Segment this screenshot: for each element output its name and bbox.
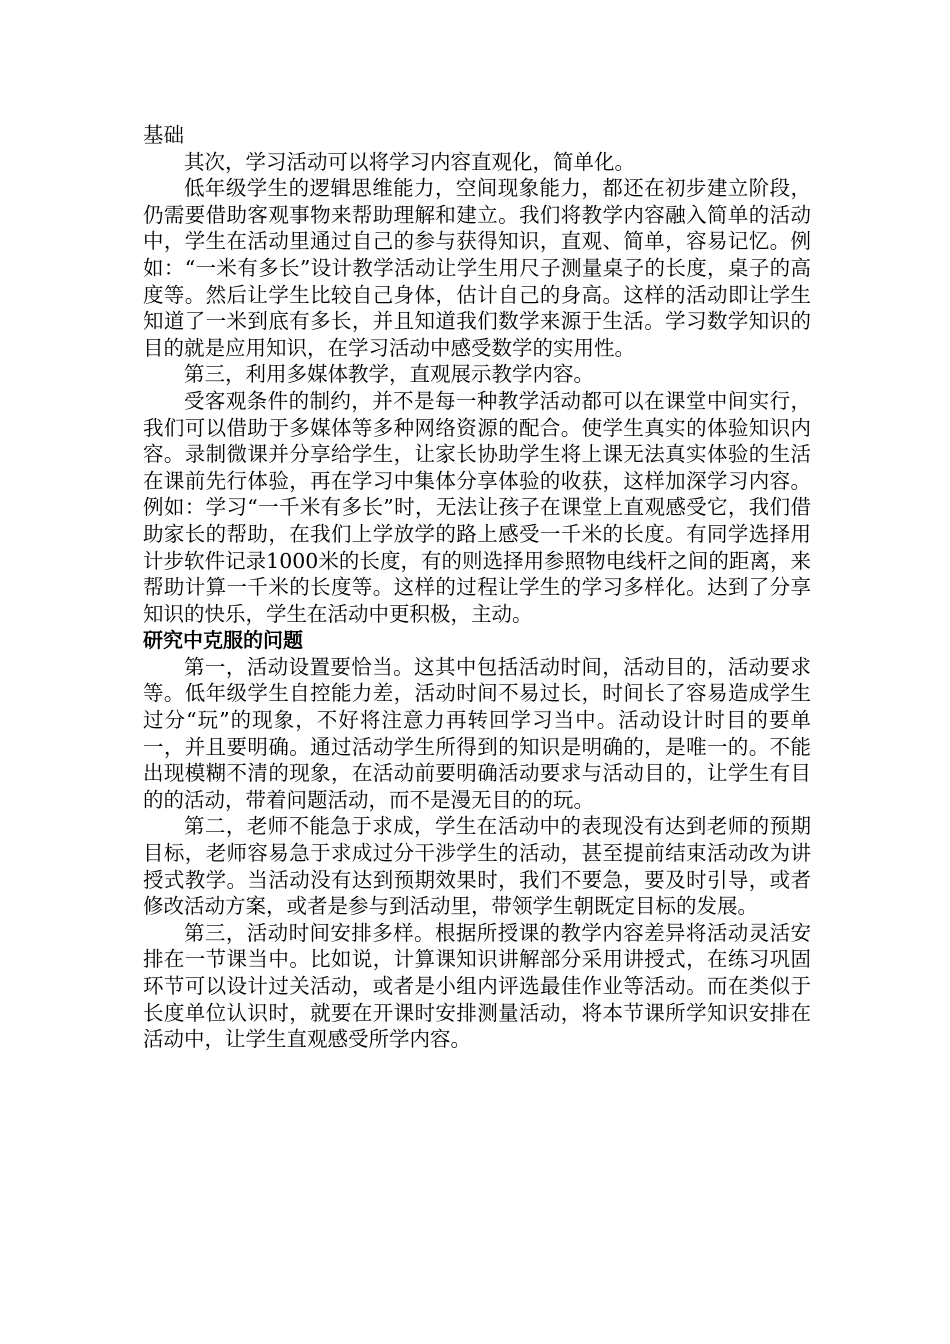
paragraph-second-point: 其次，学习活动可以将学习内容直观化，简单化。 [184,149,635,174]
paragraph-third-point-detail: 受客观条件的制约，并不是每一种教学活动都可以在课堂中间实行，我们可以借助于多媒体等多种网络资源的配合。使学生真实的体验知识内容。录制微课并分享给学生，让家长协助学生将上课无法真实体验的生活在课前先行体验，再在学习中集体分享体验的收获，这样加深学习内容。例如：学习“一千米有多长”时，无法让孩子在课堂上直观感受它，我们借助家长的帮助，在我们上学放学的路上感受一千米的长度。有同学选择用计步软件记录1000米的长度，有的则选择用参照物电线杆之间的距离，来帮助计算一千米的长度等。这样的过程让学生的学习多样化。达到了分享知识的快乐，学生在活动中更积极，主动。 [143,388,811,626]
paragraph-third-point: 第三，利用多媒体教学，直观展示教学内容。 [184,362,594,387]
section-heading: 研究中克服的问题 [143,628,303,653]
paragraph-problem-one: 第一，活动设置要恰当。这其中包括活动时间，活动目的，活动要求等。低年级学生自控能力差，活动时间不易过长，时间长了容易造成学生过分“玩”的现象，不好将注意力再转回学习当中。活动设计时目的要单一，并且要明确。通过活动学生所得到的知识是明确的，是唯一的。不能出现模糊不清的现象，在活动前要明确活动要求与活动目的，让学生有目的的活动，带着问题活动，而不是漫无目的的玩。 [143,654,811,812]
paragraph-second-point-detail: 低年级学生的逻辑思维能力，空间现象能力，都还在初步建立阶段，仍需要借助客观事物来帮助理解和建立。我们将教学内容融入简单的活动中，学生在活动里通过自己的参与获得知识，直观、简单，容易记忆。例如：“一米有多长”设计教学活动让学生用尺子测量桌子的长度，桌子的高度等。然后让学生比较自己身体，估计自己的身高。这样的活动即让学生知道了一米到底有多长，并且知道我们数学来源于生活。学习数学知识的目的就是应用知识，在学习活动中感受数学的实用性。 [143,176,811,360]
paragraph-continuation: 基础 [143,123,184,147]
paragraph-problem-three: 第三，活动时间安排多样。根据所授课的教学内容差异将活动灵活安排在一节课当中。比如说，计算课知识讲解部分采用讲授式，在练习巩固环节可以设计过关活动，或者是小组内评选最佳作业等活动。而在类似于长度单位认识时，就要在开课时安排测量活动，将本节课所学知识安排在活动中，让学生直观感受所学内容。 [143,920,811,1052]
paragraph-problem-two: 第二，老师不能急于求成，学生在活动中的表现没有达到老师的预期目标，老师容易急于求成过分干涉学生的活动，甚至提前结束活动改为讲授式教学。当活动没有达到预期效果时，我们不要急，要及时引导，或者修改活动方案，或者是参与到活动里，带领学生朝既定目标的发展。 [143,814,811,919]
document-body [143,122,811,1053]
